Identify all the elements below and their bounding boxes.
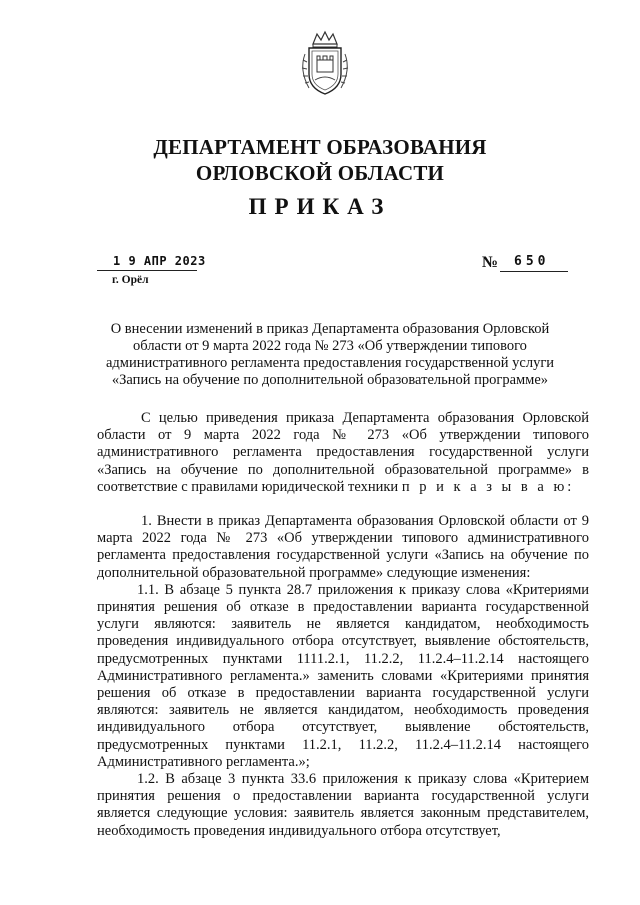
coat-of-arms-icon bbox=[295, 30, 355, 98]
order-number: 650 bbox=[514, 254, 550, 269]
order-date: 1 9 АПР 2023 bbox=[113, 254, 206, 268]
paragraph-1-2: 1.2. В абзаце 3 пункта 33.6 приложения к приказу слова «Критерием принятия решения о предоставлении варианта государственной услуги является следующие условия: заявитель является законным представителем, необходимость проведения индивидуального отбора отсутствует, bbox=[97, 771, 589, 839]
order-subject: О внесении изменений в приказ Департамента образования Орловской области от 9 марта 2022 года № 273 «Об утверждении типового административного регламента предоставления государственной услуги «Запись на обучение по дополнительной образовательной программе» bbox=[105, 321, 555, 388]
preamble-paragraph bbox=[97, 410, 589, 496]
paragraph-1: 1. Внести в приказ Департамента образования Орловской области от 9 марта 2022 года № 273 «Об утверждении типового административного регламента предоставления государственной услуги «Запись на обучение по дополнительной образовательной программе» следующие изменения: bbox=[97, 513, 589, 581]
date-underline bbox=[97, 270, 197, 271]
preamble-text: С целью приведения приказа Департамента образования Орловской области от 9 марта 2022 года № 273 «Об утверждении типового административного регламента предоставления государственной услуги «Запись на обучение по дополнительной образовательной программе» в соответствие с правилами юридической техники bbox=[97, 410, 589, 495]
order-title: ПРИКАЗ bbox=[248, 194, 392, 219]
department-title-line2: ОРЛОВСКОЙ ОБЛАСТИ bbox=[195, 161, 445, 185]
number-sign: № bbox=[482, 254, 499, 271]
preamble-action: п р и к а з ы в а ю: bbox=[401, 478, 575, 495]
order-body bbox=[97, 410, 589, 840]
paragraph-1-1: 1.1. В абзаце 5 пункта 28.7 приложения к приказу слова «Критериями принятия решения об отказе в предоставлении варианта государственной услуги являются: заявитель не является кандидатом, необходимость проведения индивидуального отбора отсутствует, выявление обстоятельств, предусмотренных пунктами 1111.2.1, 11.2.2, 11.2.4–11.2.14 настоящего Административного регламента.» заменить словами «Критериями принятия решения об отказе в предоставлении варианта государственной услуги являются: заявитель не является кандидатом, необходимость проведения индивидуального отбора отсутствует, выявление обстоятельств, предусмотренных пунктами 11.2.1, 11.2.2, 11.2.4–11.2.14 настоящего Административного регламента.»; bbox=[97, 581, 589, 770]
department-title-line1: ДЕПАРТАМЕНТ ОБРАЗОВАНИЯ bbox=[153, 135, 487, 159]
number-underline bbox=[500, 271, 568, 272]
order-city: г. Орёл bbox=[112, 274, 149, 286]
